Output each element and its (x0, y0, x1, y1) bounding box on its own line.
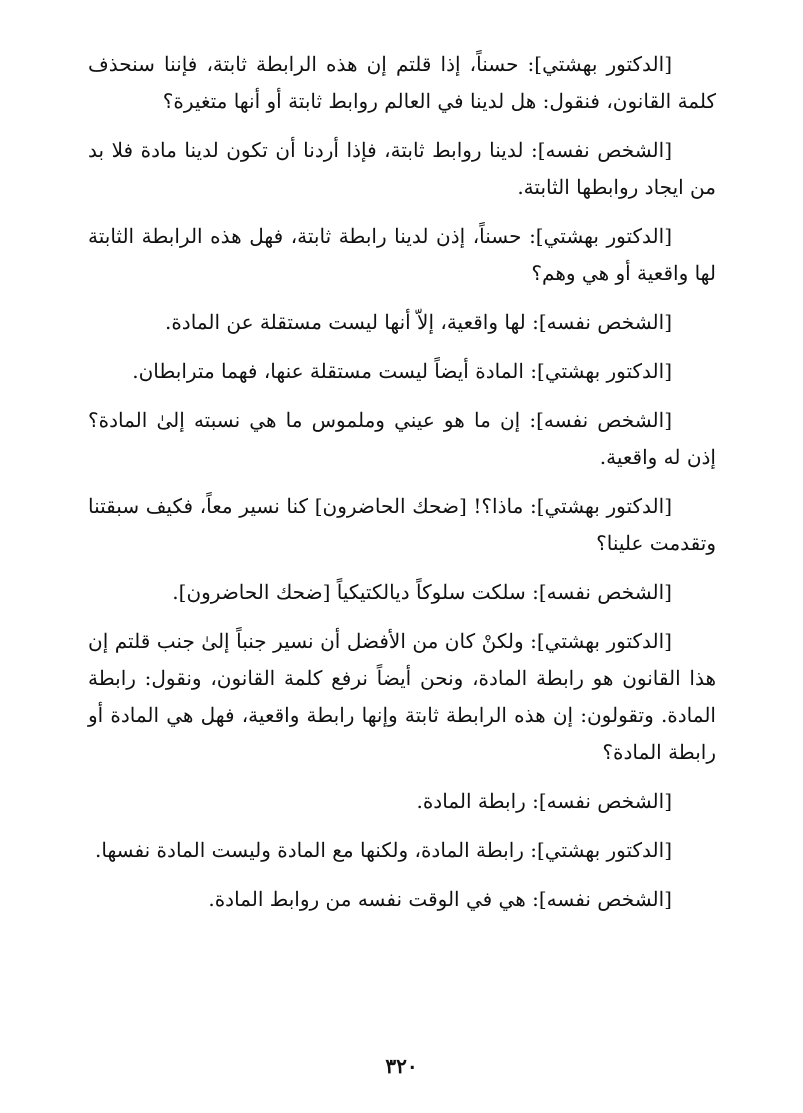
dialogue-paragraph: [الشخص نفسه]: لدينا روابط ثابتة، فإذا أردنا أن تكون لدينا مادة فلا بد من ايجاد روابطها الثابتة. (88, 138, 716, 199)
dialogue-paragraph: [الشخص نفسه]: هي في الوقت نفسه من روابط المادة. (208, 887, 672, 911)
dialogue-paragraph: [الشخص نفسه]: سلكت سلوكاً ديالكتيكياً [ضحك الحاضرون]. (172, 580, 672, 604)
page-number: ٣٢٠ (385, 1054, 418, 1078)
dialogue-paragraph: [الدكتور بهشتي]: ولكنْ كان من الأفضل أن نسير جنباً إلىٰ جنب قلتم إن هذا القانون هو رابطة المادة، ونحن أيضاً نرفع كلمة القانون، ونقول: رابطة المادة. وتقولون: إن هذه الرابطة ثابتة وإنها رابطة واقعية، فهل هي المادة أو رابطة المادة؟ (88, 629, 716, 764)
dialogue-paragraph: [الشخص نفسه]: رابطة المادة. (416, 789, 672, 813)
dialogue-paragraph: [الدكتور بهشتي]: ماذا؟! [ضحك الحاضرون] كنا نسير معاً، فكيف سبقتنا وتقدمت علينا؟ (88, 494, 716, 555)
dialogue-paragraph: [الدكتور بهشتي]: رابطة المادة، ولكنها مع المادة وليست المادة نفسها. (95, 838, 672, 862)
dialogue-paragraph: [الدكتور بهشتي]: حسناً، إذن لدينا رابطة ثابتة، فهل هذه الرابطة الثابتة لها واقعية أو هي وهم؟ (88, 224, 716, 285)
dialogue-paragraph: [الدكتور بهشتي]: حسناً، إذا قلتم إن هذه الرابطة ثابتة، فإننا سنحذف كلمة القانون، فنقول: هل لدينا في العالم روابط ثابتة أو أنها متغيرة؟ (88, 52, 716, 113)
dialogue-paragraph: [الشخص نفسه]: إن ما هو عيني وملموس ما هي نسبته إلىٰ المادة؟ إذن له واقعية. (88, 408, 716, 469)
dialogue-paragraph: [الدكتور بهشتي]: المادة أيضاً ليست مستقلة عنها، فهما مترابطان. (132, 359, 672, 383)
document-body (88, 46, 716, 930)
dialogue-paragraph: [الشخص نفسه]: لها واقعية، إلاّ أنها ليست مستقلة عن المادة. (164, 310, 672, 334)
